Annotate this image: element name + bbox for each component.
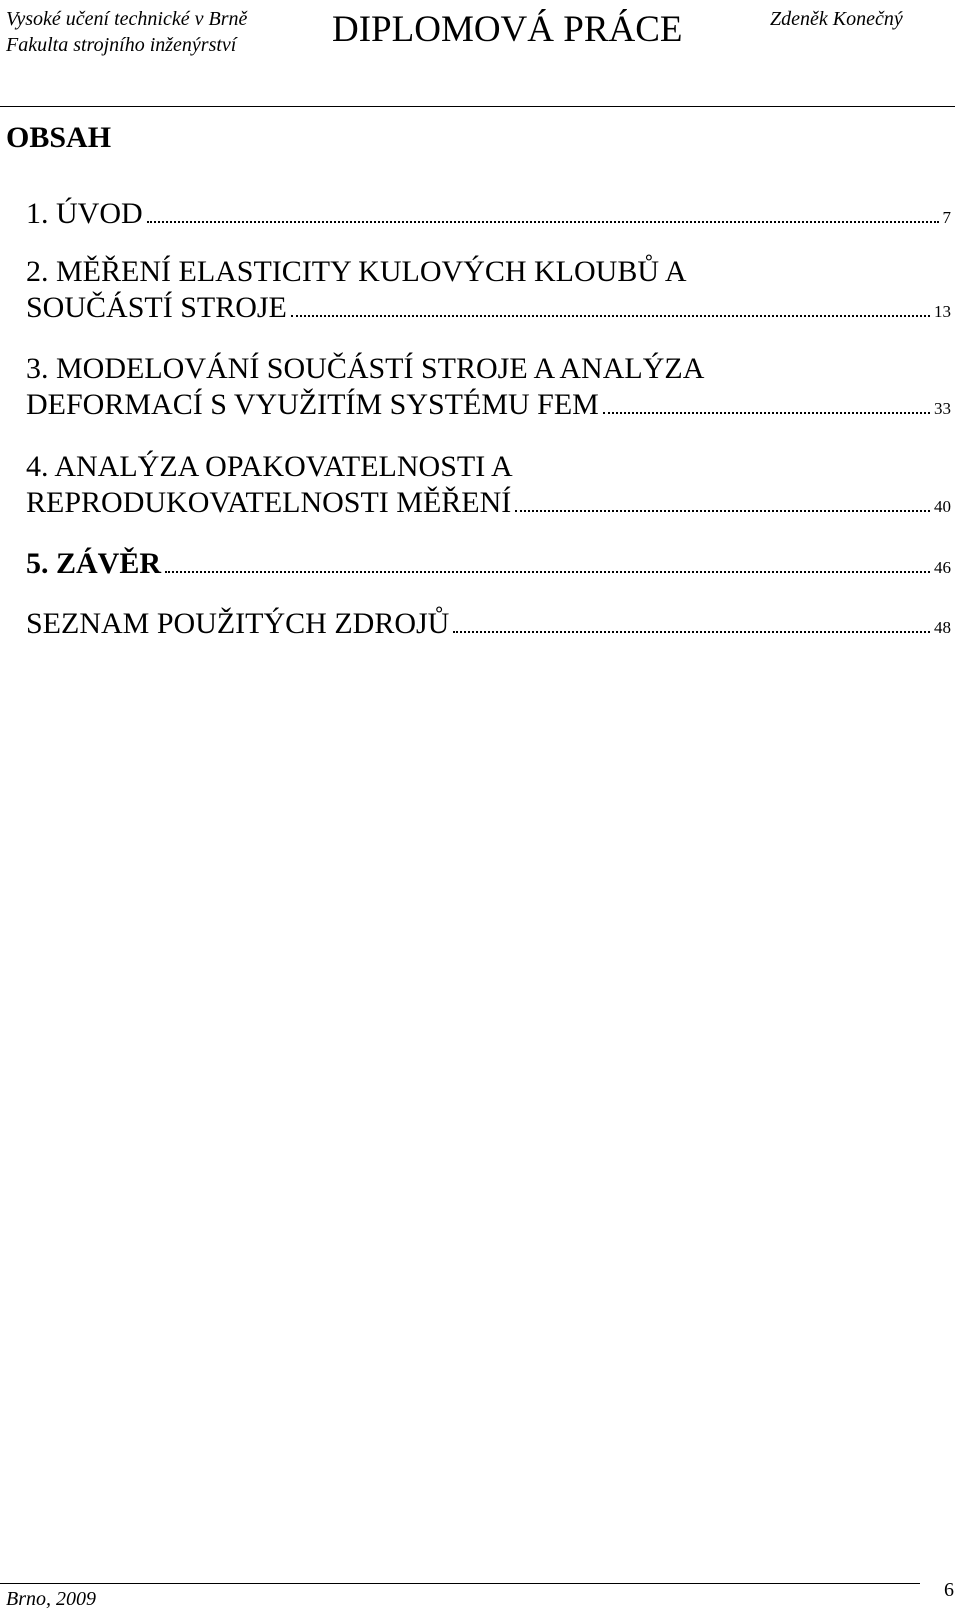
toc-entry-text: DEFORMACÍ S VYUŽITÍM SYSTÉMU FEM [26,388,599,421]
toc-entry-uvod[interactable] [26,196,951,236]
toc-dot-leader [515,510,930,512]
toc-entry-text: 2. MĚŘENÍ ELASTICITY KULOVÝCH KLOUBŮ A [26,255,687,288]
toc-dot-leader [453,631,930,633]
toc-entry-text: REPRODUKOVATELNOSTI MĚŘENÍ [26,486,512,519]
toc-dot-leader [165,571,930,573]
faculty-name: Fakulta strojního inženýrství [6,34,237,56]
toc-page-number: 33 [934,399,951,418]
toc-page-number: 13 [934,302,951,321]
toc-line [26,290,951,330]
toc-entry-modelovani[interactable] [26,351,951,427]
toc-entry-text: 1. ÚVOD [26,197,143,230]
page-title: OBSAH [6,121,112,154]
toc-line [26,196,951,236]
toc-dot-leader [291,315,930,317]
author-name: Zdeněk Konečný [770,8,903,30]
toc-dot-leader [147,221,939,223]
footer-place-year: Brno, 2009 [6,1588,96,1610]
toc-entry-mereni-elasticity[interactable] [26,254,951,330]
toc-line [26,387,951,427]
toc-line [26,449,951,485]
toc-page-number: 40 [934,497,951,516]
toc-line [26,606,951,646]
toc-entry-text: 5. ZÁVĚR [26,547,162,580]
toc-entry-text: SOUČÁSTÍ STROJE [26,291,287,324]
toc-line [26,254,951,290]
toc-line [26,351,951,387]
toc-page-number: 48 [934,618,951,637]
header-left [6,6,247,58]
toc-entry-zaver[interactable] [26,546,951,586]
toc-entry-seznam-zdroju[interactable] [26,606,951,646]
header-divider [0,106,955,107]
footer-page-number: 6 [944,1579,954,1601]
toc-page-number: 46 [934,558,951,577]
toc-line [26,546,951,586]
toc-line [26,485,951,525]
toc-dot-leader [603,412,930,414]
university-name: Vysoké učení technické v Brně [6,8,248,30]
toc-entry-text: SEZNAM POUŽITÝCH ZDROJŮ [26,607,450,640]
toc-entry-analyza-opakovatelnosti[interactable] [26,449,951,525]
toc-entry-text: 4. ANALÝZA OPAKOVATELNOSTI A [26,450,513,483]
document-type: DIPLOMOVÁ PRÁCE [332,9,683,50]
footer-divider [0,1583,920,1584]
toc-page-number: 7 [942,208,951,227]
toc-entry-text: 3. MODELOVÁNÍ SOUČÁSTÍ STROJE A ANALÝZA [26,352,705,385]
